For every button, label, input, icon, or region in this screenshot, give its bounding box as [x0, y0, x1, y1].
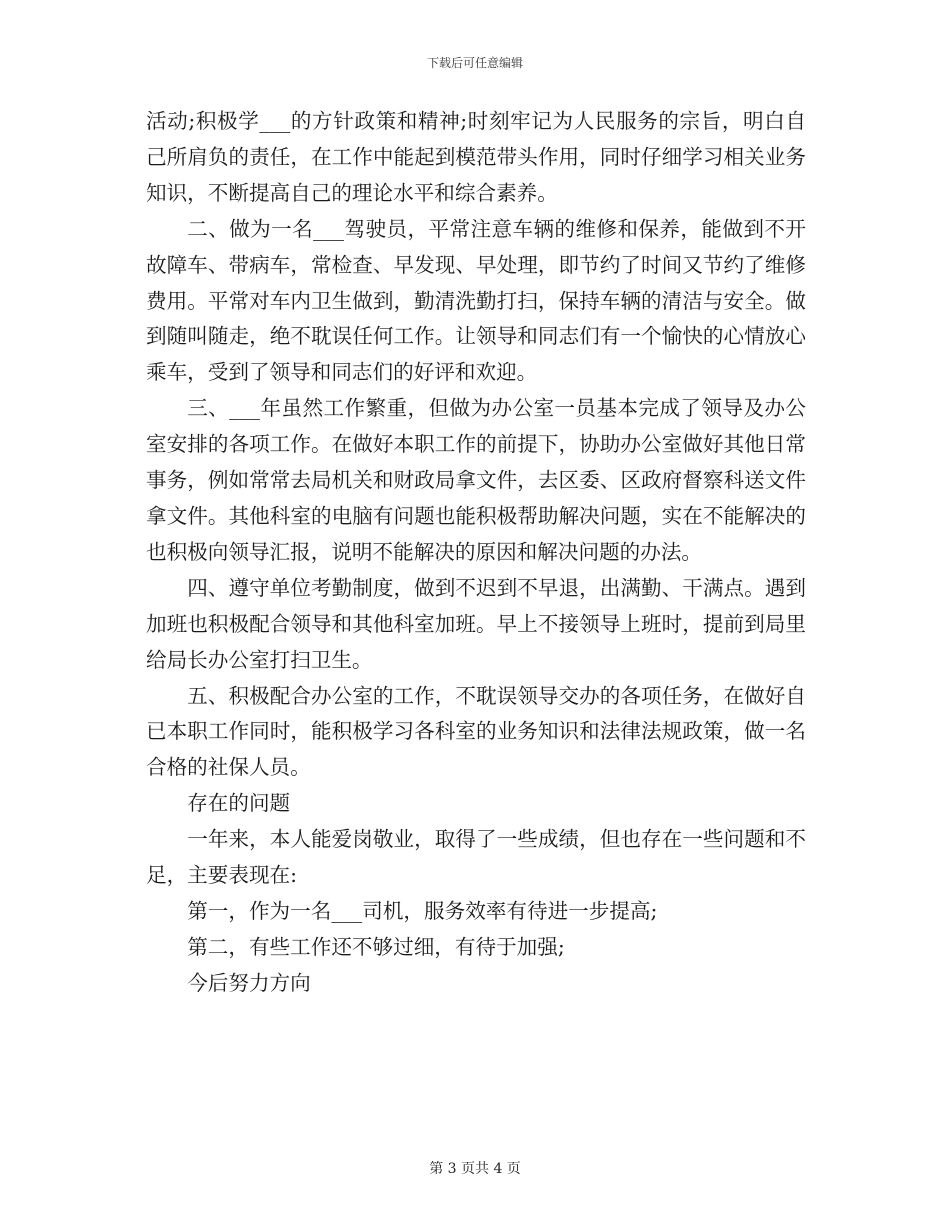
section-heading-direction: 今后努力方向 — [187, 970, 311, 995]
paragraph-9: 第二，有些工作还不够过细，有待于加强; — [187, 934, 565, 959]
document-body — [146, 104, 806, 1002]
paragraph-1: 活动;积极学___的方针政策和精神;时刻牢记为人民服务的宗旨，明白自己所肩负的责任，在工作中能起到模范带头作用，同时仔细学习相关业务知识，不断提高自己的理论水平和综合素养。 — [146, 109, 806, 205]
page-footer: 第 3 页共 4 页 — [429, 1161, 521, 1177]
paragraph-3: 三、___年虽然工作繁重，但做为办公室一员基本完成了领导及办公室安排的各项工作。在做好本职工作的前提下，协助办公室做好其他日常事务，例如常常去局机关和财政局拿文件，去区委、区政府督察科送文件拿文件。其他科室的电脑有问题也能积极帮助解决问题，实在不能解决的也积极向领导汇报，说明不能解决的原因和解决问题的办法。 — [146, 396, 806, 564]
paragraph-4: 四、遵守单位考勤制度，做到不迟到不早退，出满勤、干满点。遇到加班也积极配合领导和其他科室加班。早上不接领导上班时，提前到局里给局长办公室打扫卫生。 — [146, 575, 806, 672]
paragraph-8: 第一，作为一名___司机，服务效率有待进一步提高; — [187, 898, 658, 923]
page-header: 下载后可任意编辑 — [426, 56, 523, 70]
section-heading-problems: 存在的问题 — [187, 791, 291, 816]
paragraph-7: 一年来，本人能爱岗敬业，取得了一些成绩，但也存在一些问题和不足，主要表现在: — [146, 827, 806, 888]
paragraph-2: 二、做为一名___驾驶员，平常注意车辆的维修和保养，能做到不开故障车、带病车，常检查、早发现、早处理，即节约了时间又节约了维修费用。平常对车内卫生做到，勤清洗勤打扫，保持车辆的清洁与安全。做到随叫随走，绝不耽误任何工作。让领导和同志们有一个愉快的心情放心乘车，受到了领导和同志们的好评和欢迎。 — [146, 216, 806, 385]
paragraph-5: 五、积极配合办公室的工作，不耽误领导交办的各项任务，在做好自已本职工作同时，能积极学习各科室的业务知识和法律法规政策，做一名合格的社保人员。 — [146, 683, 806, 780]
